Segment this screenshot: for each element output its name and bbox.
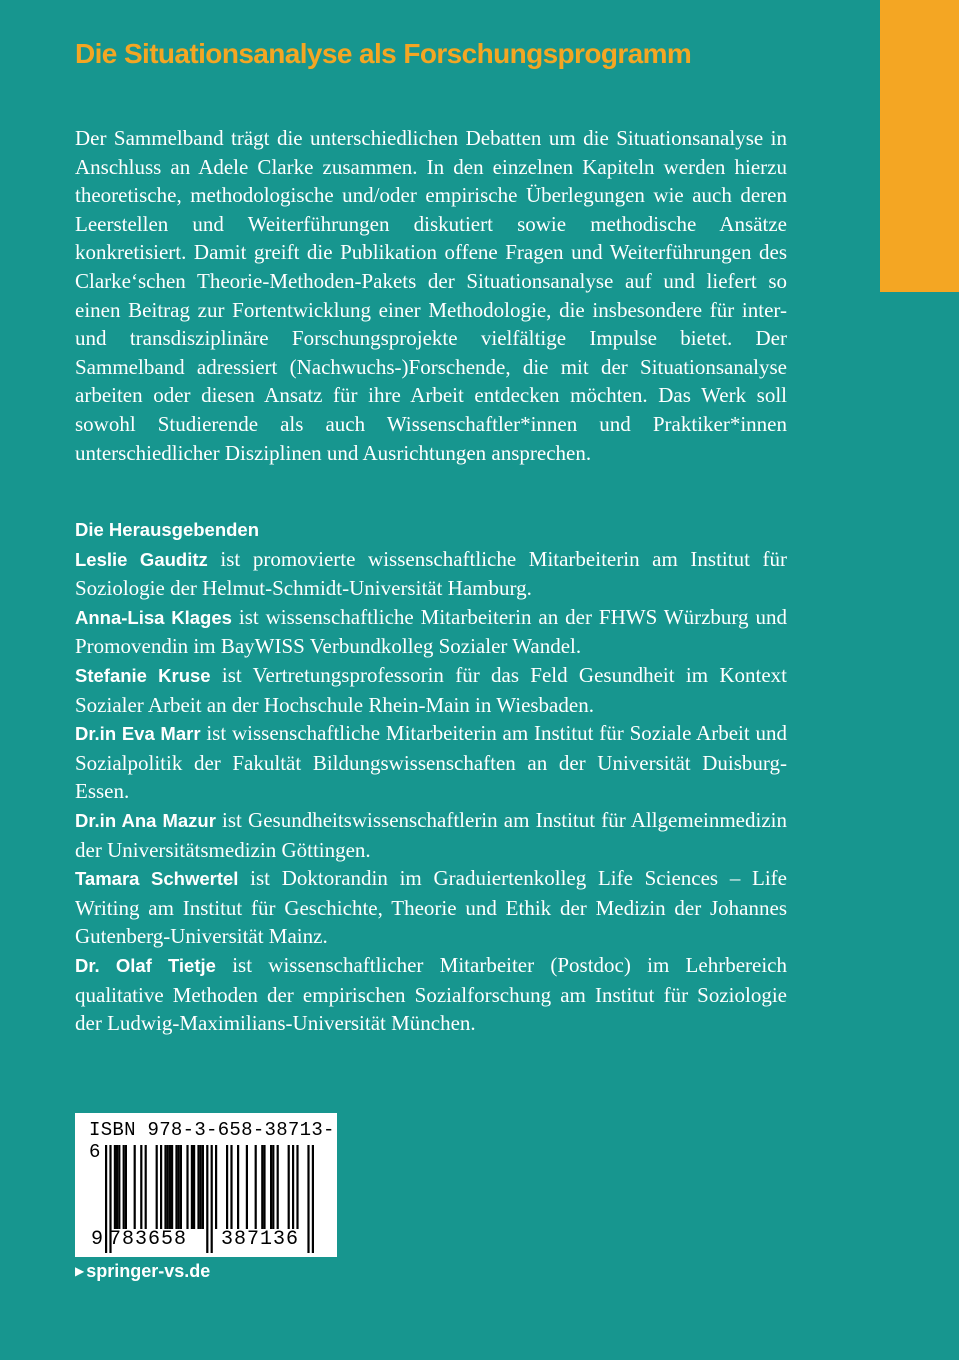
- book-description: Der Sammelband trägt die unterschiedlichen Debatten um die Situationsanalyse in Anschluss an Adele Clarke zusammen. In den einzelnen Kapiteln werden hierzu theoretische, methodologische und/oder empirische Überlegungen wie auch deren Leerstellen und Weiterführungen diskutiert sowie methodische Ansätze konkretisiert. Damit greift die Publikation offene Fragen und Weiterführungen des Clarke‘schen Theorie-Methoden-Pakets der Situationsanalyse auf und liefert so einen Beitrag zur Fortentwicklung einer Methodologie, die insbesondere für inter- und transdisziplinäre Forschungsprojekte vielfältige Impulse bietet. Der Sammelband adressiert (Nachwuchs-)Forschende, die mit der Situationsanalyse arbeiten oder diesen Ansatz für ihre Arbeit entdecken möchten. Das Werk soll sowohl Studierende als auch Wissenschaftler*innen und Praktiker*innen unterschiedlicher Disziplinen und Ausrichtungen ansprechen.: [75, 126, 787, 465]
- barcode-digits-left: 783658: [109, 1228, 188, 1251]
- editor-bio: ist wissenschaftliche Mitarbeiterin an der FHWS Würzburg und Promovendin im BayWISS Verbundkolleg Sozialer Wandel.: [75, 604, 787, 659]
- play-arrow-icon: ▶: [75, 1264, 85, 1278]
- editor-entry: [75, 545, 787, 603]
- orange-accent-tab: [880, 0, 959, 292]
- book-title: Die Situationsanalyse als Forschungsprogramm: [75, 38, 692, 69]
- editor-name: Dr. Olaf Tietje: [75, 954, 216, 976]
- editor-bio: ist Vertretungsprofessorin für das Feld Gesundheit im Kontext Sozialer Arbeit an der Hochschule Rhein-Main in Wiesbaden.: [75, 662, 787, 717]
- barcode-digits-right: 387136: [221, 1228, 300, 1251]
- editor-entry: [75, 951, 787, 1038]
- editor-name: Anna-Lisa Klages: [75, 606, 232, 628]
- editor-bio: ist wissenschaftliche Mitarbeiterin am Institut für Soziale Arbeit und Sozialpolitik der Fakultät Bildungswissenschaften an der Universität Duisburg-Essen.: [75, 721, 787, 804]
- editor-name: Dr.in Ana Mazur: [75, 809, 216, 831]
- editors-heading: Die Herausgebenden: [75, 519, 260, 540]
- editor-entry: [75, 603, 787, 661]
- editor-entry: [75, 806, 787, 864]
- editor-bio: ist wissenschaftlicher Mitarbeiter (Postdoc) im Lehrbereich qualitative Methoden der empirischen Sozialforschung am Institut für Soziologie der Ludwig-Maximilians-Universität München.: [75, 952, 787, 1036]
- editor-name: Leslie Gauditz: [75, 548, 208, 570]
- editor-entry: [75, 719, 787, 806]
- isbn-label: ISBN 978-3-658-38713-6: [89, 1119, 335, 1163]
- editors-section: [75, 516, 787, 1038]
- barcode-digits: [75, 1228, 337, 1254]
- barcode-digit-first: 9: [91, 1228, 104, 1251]
- editor-name: Tamara Schwertel: [75, 868, 239, 890]
- editor-name: Dr.in Eva Marr: [75, 723, 201, 745]
- isbn-barcode: [75, 1113, 337, 1257]
- website-text: springer-vs.de: [86, 1261, 211, 1281]
- editor-entry: [75, 864, 787, 951]
- editor-bio: ist Gesundheitswissenschaftlerin am Institut für Allgemeinmedizin der Universitätsmedizin Göttingen.: [75, 807, 787, 862]
- editor-bio: ist promovierte wissenschaftliche Mitarbeiterin am Institut für Soziologie der Helmut-Schmidt-Universität Hamburg.: [75, 546, 788, 601]
- editor-entry: [75, 661, 787, 719]
- editor-bio: ist Doktorandin im Graduiertenkolleg Life Sciences – Life Writing am Institut für Geschichte, Theorie und Ethik der Medizin der Johannes Gutenberg-Universität Mainz.: [75, 866, 788, 949]
- editor-name: Stefanie Kruse: [75, 664, 211, 686]
- publisher-website-link[interactable]: [75, 1261, 210, 1282]
